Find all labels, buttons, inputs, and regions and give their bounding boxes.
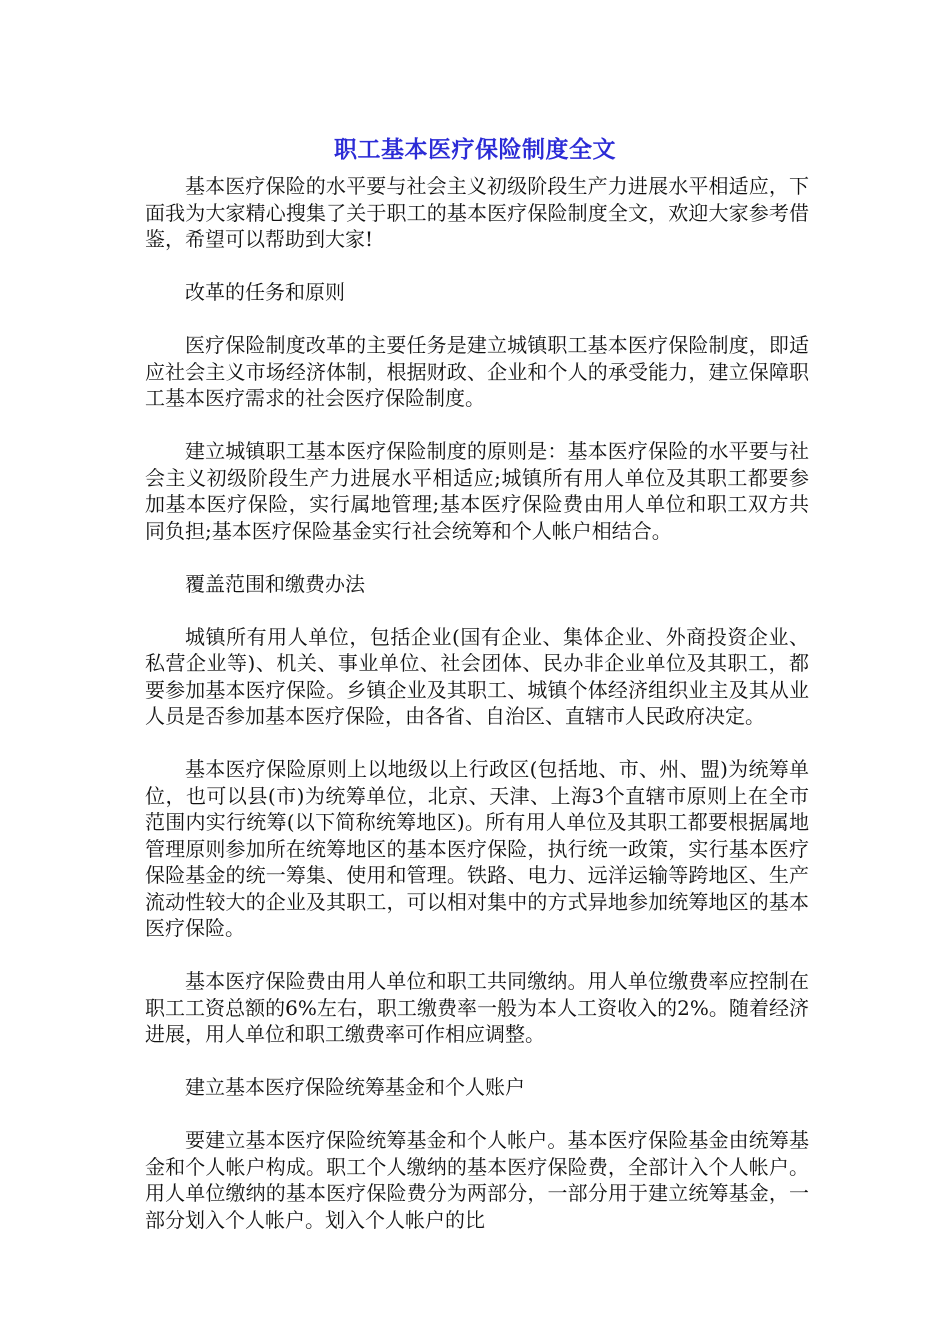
body-paragraph: 基本医疗保险原则上以地级以上行政区(包括地、市、州、盟)为统筹单位，也可以县(市)为统筹单位，北京、天津、上海3个直辖市原则上在全市范围内实行统筹(以下简称统筹地区)。所有用人单位及其职工都要根据属地管理原则参加所在统筹地区的基本医疗保险，执行统一政策，实行基本医疗保险基金的统一筹集、使用和管理。铁路、电力、远洋运输等跨地区、生产流动性较大的企业及其职工，可以相对集中的方式异地参加统筹地区的基本医疗保险。 (145, 757, 809, 940)
section-heading-fund: 建立基本医疗保险统筹基金和个人账户 (185, 1075, 525, 1099)
intro-paragraph: 基本医疗保险的水平要与社会主义初级阶段生产力进展水平相适应，下面我为大家精心搜集了关于职工的基本医疗保险制度全文，欢迎大家参考借鉴，希望可以帮助到大家! (145, 174, 809, 251)
body-paragraph: 城镇所有用人单位，包括企业(国有企业、集体企业、外商投资企业、私营企业等)、机关、事业单位、社会团体、民办非企业单位及其职工，都要参加基本医疗保险。乡镇企业及其职工、城镇个体经济组织业主及其从业人员是否参加基本医疗保险，由各省、自治区、直辖市人民政府决定。 (145, 624, 809, 728)
body-paragraph: 基本医疗保险费由用人单位和职工共同缴纳。用人单位缴费率应控制在职工工资总额的6%左右，职工缴费率一般为本人工资收入的2%。随着经济进展，用人单位和职工缴费率可作相应调整。 (145, 969, 809, 1046)
section-heading-coverage: 覆盖范围和缴费办法 (185, 571, 365, 596)
body-paragraph: 建立城镇职工基本医疗保险制度的原则是：基本医疗保险的水平要与社会主义初级阶段生产力进展水平相适应;城镇所有用人单位及其职工都要参加基本医疗保险，实行属地管理;基本医疗保险费由用人单位和职工双方共同负担;基本医疗保险基金实行社会统筹和个人帐户相结合。 (145, 439, 809, 543)
document-title: 职工基本医疗保险制度全文 (334, 137, 616, 163)
body-paragraph: 医疗保险制度改革的主要任务是建立城镇职工基本医疗保险制度，即适应社会主义市场经济体制，根据财政、企业和个人的承受能力，建立保障职工基本医疗需求的社会医疗保险制度。 (145, 333, 809, 410)
section-heading-reform: 改革的任务和原则 (185, 280, 345, 304)
document-body (145, 173, 809, 1233)
body-paragraph: 要建立基本医疗保险统筹基金和个人帐户。基本医疗保险基金由统筹基金和个人帐户构成。职工个人缴纳的基本医疗保险费，全部计入个人帐户。用人单位缴纳的基本医疗保险费分为两部分，一部分用于建立统筹基金，一部分划入个人帐户。划入个人帐户的比 (145, 1128, 809, 1232)
